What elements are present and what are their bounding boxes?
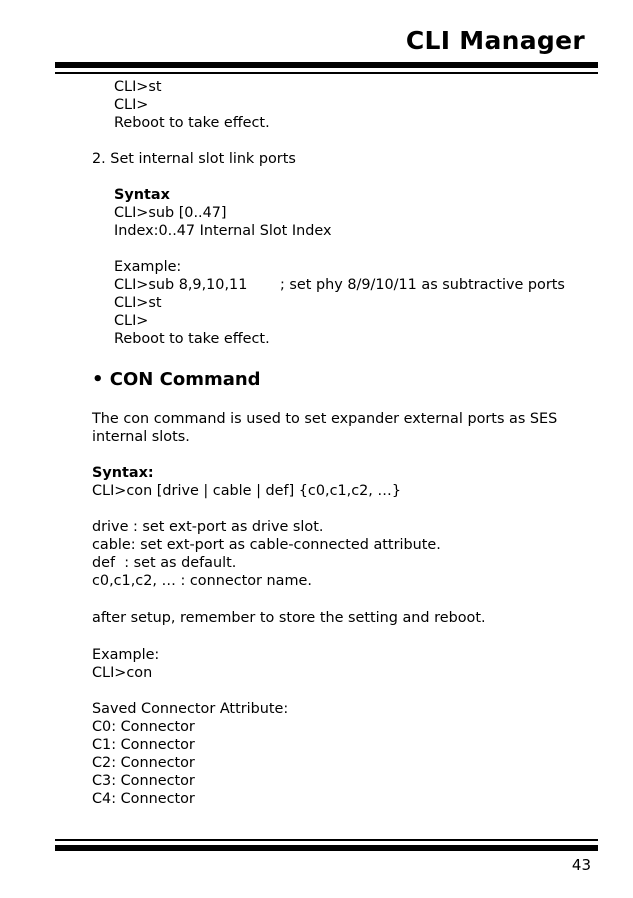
footer-rule-thin xyxy=(55,839,598,841)
text-line: CLI>st xyxy=(114,79,162,95)
footer-rule-thick xyxy=(55,845,598,851)
text-line: CLI> xyxy=(114,313,149,329)
param-line: cable: set ext-port as cable-connected attribute. xyxy=(92,537,441,553)
text-line: CLI>st xyxy=(114,295,162,311)
text-line: CLI>sub [0..47] xyxy=(114,205,227,221)
header-rule-thick xyxy=(55,62,598,68)
connector-line: C3: Connector xyxy=(92,773,195,789)
text-line: The con command is used to set expander external ports as SES xyxy=(92,411,558,427)
connector-line: C4: Connector xyxy=(92,791,195,807)
syntax-label: Syntax: xyxy=(92,465,154,481)
syntax-label: Syntax xyxy=(114,187,170,203)
connector-line: C0: Connector xyxy=(92,719,195,735)
page-number: 43 xyxy=(571,856,591,874)
text-line: Reboot to take effect. xyxy=(114,115,270,131)
syntax-command: CLI>con [drive | cable | def] {c0,c1,c2, …} xyxy=(92,483,401,499)
connector-line: C1: Connector xyxy=(92,737,195,753)
param-line: def : set as default. xyxy=(92,555,237,571)
text-line: internal slots. xyxy=(92,429,190,445)
example-command: CLI>con xyxy=(92,665,153,681)
param-line: c0,c1,c2, … : connector name. xyxy=(92,573,312,589)
param-line: drive : set ext-port as drive slot. xyxy=(92,519,324,535)
example-label: Example: xyxy=(114,259,182,275)
text-line: Index:0..47 Internal Slot Index xyxy=(114,223,332,239)
con-command-heading: • CON Command xyxy=(92,369,261,390)
connector-line: C2: Connector xyxy=(92,755,195,771)
text-line: CLI> xyxy=(114,97,149,113)
header-rule-thin xyxy=(55,72,598,74)
section-heading: 2. Set internal slot link ports xyxy=(92,151,296,167)
page-title: CLI Manager xyxy=(405,26,585,55)
note-line: after setup, remember to store the setting and reboot. xyxy=(92,610,486,626)
example-comment: ; set phy 8/9/10/11 as subtractive ports xyxy=(280,277,565,293)
example-label: Example: xyxy=(92,647,160,663)
example-command: CLI>sub 8,9,10,11 xyxy=(114,277,248,293)
text-line: Reboot to take effect. xyxy=(114,331,270,347)
saved-label: Saved Connector Attribute: xyxy=(92,701,289,717)
